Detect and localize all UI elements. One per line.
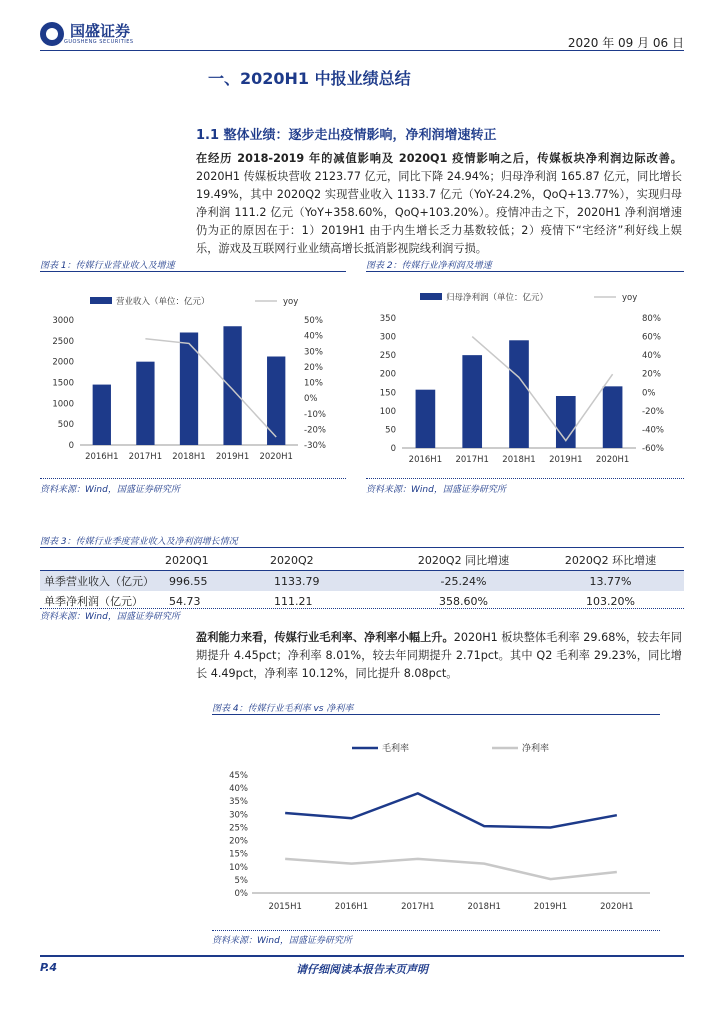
bar xyxy=(223,326,241,445)
paragraph-1-lead: 在经历 2018-2019 年的减值影响及 2020Q1 疫情影响之后，传媒板块净利润边际改善。 xyxy=(196,152,682,165)
y-tick-label: 350 xyxy=(379,314,396,324)
y-tick-label: 25% xyxy=(229,823,248,834)
x-tick-label: 2019H1 xyxy=(549,455,583,465)
y-tick-label: 500 xyxy=(57,420,74,431)
y-tick-label: 0% xyxy=(234,889,248,899)
bar xyxy=(509,340,529,448)
x-tick-label: 2020H1 xyxy=(600,902,634,912)
y-tick-label: 250 xyxy=(379,351,396,362)
y-tick-label: 0 xyxy=(390,444,396,454)
y2-tick-label: 0% xyxy=(642,388,656,399)
section-title: 一、2020H1 中报业绩总结 xyxy=(208,69,411,88)
y-tick-label: 3000 xyxy=(52,316,74,326)
table-header-row xyxy=(40,550,684,571)
x-tick-label: 2018H1 xyxy=(502,455,536,465)
x-tick-label: 2016H1 xyxy=(408,455,443,465)
table-header-cell: 2020Q2 xyxy=(270,550,390,571)
y2-tick-label: 20% xyxy=(642,369,661,380)
y-tick-label: 45% xyxy=(229,771,248,781)
legend-series-1-label: 毛利率 xyxy=(382,744,410,754)
paragraph-2 xyxy=(196,629,682,683)
table-header-cell: 2020Q2 环比增速 xyxy=(537,550,684,571)
figure-1-title: 图表 1：传媒行业营业收入及增速 xyxy=(40,261,175,271)
bar xyxy=(136,362,154,445)
x-tick-label: 2020H1 xyxy=(259,452,293,462)
figure-1-source: 资料来源：Wind，国盛证券研究所 xyxy=(40,485,180,495)
net-margin-line xyxy=(285,859,617,879)
y-tick-label: 2500 xyxy=(52,336,74,347)
y-tick-label: 30% xyxy=(229,810,248,821)
y2-tick-label: -60% xyxy=(642,444,664,454)
y-tick-label: 0 xyxy=(68,441,74,451)
logo-subtitle: GUOSHENG SECURITIES xyxy=(64,39,134,45)
x-tick-label: 2015H1 xyxy=(268,902,302,912)
table-header-cell: 2020Q1 xyxy=(165,550,270,571)
figure-2-source: 资料来源：Wind，国盛证券研究所 xyxy=(366,485,506,495)
x-tick-label: 2017H1 xyxy=(401,902,435,912)
y2-tick-label: 10% xyxy=(304,378,323,389)
header-divider xyxy=(40,50,684,51)
paragraph-1 xyxy=(196,150,682,258)
footer-divider xyxy=(40,955,684,957)
y-tick-label: 15% xyxy=(229,849,248,860)
table-cell: -25.24% xyxy=(390,571,537,592)
table-header-cell: 2020Q2 同比增速 xyxy=(390,550,537,571)
table-cell: 1133.79 xyxy=(270,571,390,592)
legend-bar-label: 归母净利润（单位：亿元） xyxy=(446,293,549,303)
table-row xyxy=(40,571,684,592)
quarterly-table xyxy=(40,550,684,611)
figure-2-title: 图表 2：传媒行业净利润及增速 xyxy=(366,261,492,271)
y2-tick-label: 40% xyxy=(304,331,323,342)
figure-3-source: 资料来源：Wind，国盛证券研究所 xyxy=(40,612,180,622)
y2-tick-label: 0% xyxy=(304,394,318,405)
y-tick-label: 2000 xyxy=(52,357,74,368)
bar xyxy=(603,386,623,448)
x-tick-label: 2017H1 xyxy=(128,452,163,462)
legend-series-2-label: 净利率 xyxy=(522,744,550,754)
table-cell: 996.55 xyxy=(165,571,270,592)
gross-margin-line xyxy=(285,793,617,827)
table-cell: 单季营业收入（亿元） xyxy=(40,571,165,592)
y-tick-label: 20% xyxy=(229,836,248,847)
y2-tick-label: -20% xyxy=(642,406,664,417)
y2-tick-label: 50% xyxy=(304,316,323,326)
figure-4-source: 资料来源：Wind，国盛证券研究所 xyxy=(212,936,352,946)
company-logo xyxy=(40,22,134,46)
y-tick-label: 150 xyxy=(379,388,396,399)
footer-disclaimer: 请仔细阅读本报告末页声明 xyxy=(296,963,428,976)
x-tick-label: 2020H1 xyxy=(595,455,630,465)
bar xyxy=(462,355,482,448)
legend-line-label: yoy xyxy=(622,293,638,303)
figure-4-top-rule xyxy=(212,714,660,715)
paragraph-2-body: 2020H1 板块整体毛利率 29.68%，较去年同期提升 4.45pct；净利率 8.01%，较去年同期提升 2.71pct。其中 Q2 毛利率 29.23%，同比增长 4.49pct，净利率 10.12%，同比提升 8.08pct。 xyxy=(196,631,682,680)
y2-tick-label: -20% xyxy=(304,425,326,436)
figure-3-top-rule xyxy=(40,547,684,548)
table-cell: 13.77% xyxy=(537,571,684,592)
legend-line-label: yoy xyxy=(283,297,299,307)
x-tick-label: 2016H1 xyxy=(334,902,369,912)
y2-tick-label: 40% xyxy=(642,351,661,362)
page-number: P.4 xyxy=(40,961,58,974)
figure-3-title: 图表 3：传媒行业季度营业收入及净利润增长情况 xyxy=(40,537,238,547)
y-tick-label: 50 xyxy=(385,425,396,436)
figure-2-top-rule xyxy=(366,271,684,272)
y2-tick-label: 30% xyxy=(304,347,323,358)
y2-tick-label: 80% xyxy=(642,314,661,324)
y2-tick-label: -10% xyxy=(304,409,326,420)
y-tick-label: 40% xyxy=(229,784,248,795)
y2-tick-label: 20% xyxy=(304,362,323,373)
x-tick-label: 2016H1 xyxy=(85,452,119,462)
x-tick-label: 2018H1 xyxy=(172,452,206,462)
y-tick-label: 100 xyxy=(379,406,396,417)
legend-bar-label: 营业收入（单位：亿元） xyxy=(116,297,210,307)
y-tick-label: 300 xyxy=(379,332,396,343)
y2-tick-label: 60% xyxy=(642,332,661,343)
yoy-line xyxy=(145,339,276,437)
figure-4-bottom-rule xyxy=(212,930,660,931)
figure-1-chart xyxy=(40,280,346,475)
table-cell: 54.73 xyxy=(169,594,201,608)
x-tick-label: 2018H1 xyxy=(467,902,501,912)
table-cell: 103.20% xyxy=(586,594,635,608)
table-cell: 111.21 xyxy=(274,594,313,608)
table-cell: 单季净利润（亿元） xyxy=(44,595,143,608)
logo-name: 国盛证券 xyxy=(70,22,131,40)
y-tick-label: 1000 xyxy=(52,399,74,410)
figure-2-chart xyxy=(366,280,684,475)
logo-emblem-icon xyxy=(40,22,64,46)
figure-1-top-rule xyxy=(40,271,346,272)
legend-bar-swatch xyxy=(90,297,112,304)
legend-bar-swatch xyxy=(420,293,442,300)
figure-1-bottom-rule xyxy=(40,478,346,479)
table-cell: 358.60% xyxy=(439,594,488,608)
figure-4-title: 图表 4：传媒行业毛利率 vs 净利率 xyxy=(212,704,354,714)
y-tick-label: 200 xyxy=(379,369,396,380)
report-date: 2020 年 09 月 06 日 xyxy=(567,36,684,50)
y-tick-label: 10% xyxy=(229,862,248,873)
bar xyxy=(416,390,436,448)
x-tick-label: 2019H1 xyxy=(215,452,250,462)
y-tick-label: 1500 xyxy=(52,378,74,389)
x-tick-label: 2017H1 xyxy=(455,455,489,465)
y-tick-label: 5% xyxy=(234,875,248,886)
bar xyxy=(93,385,111,445)
yoy-line xyxy=(472,337,612,441)
y2-tick-label: -30% xyxy=(304,441,326,451)
figure-2-bottom-rule xyxy=(366,478,684,479)
x-tick-label: 2019H1 xyxy=(533,902,568,912)
subsection-title: 1.1 整体业绩：逐步走出疫情影响，净利润增速转正 xyxy=(196,128,497,143)
figure-4-chart xyxy=(212,730,660,920)
paragraph-2-lead: 盈利能力来看，传媒行业毛利率、净利率小幅上升。 xyxy=(196,631,454,644)
paragraph-1-body: 2020H1 传媒板块营收 2123.77 亿元，同比下降 24.94%；归母净利润 165.87 亿元，同比增长 19.49%，其中 2020Q2 实现营业收入 1133.7 亿元（YoY-24.2%，QoQ+13.77%），实现归母净利润 111.2 亿元（YoY+358.60%，QoQ+103.20%）。疫情冲击之下，2020H1 净利润增速仍为正的原因在于：1）2019H1 由于内生增长乏力基数较低；2）疫情下“宅经济”利好线上娱乐，游戏及互联网行业业绩高增长抵消影视院线利润亏损。 xyxy=(196,170,682,255)
y-tick-label: 35% xyxy=(229,797,248,808)
y2-tick-label: -40% xyxy=(642,425,664,436)
bar xyxy=(267,357,285,446)
table-header-cell xyxy=(40,550,165,571)
